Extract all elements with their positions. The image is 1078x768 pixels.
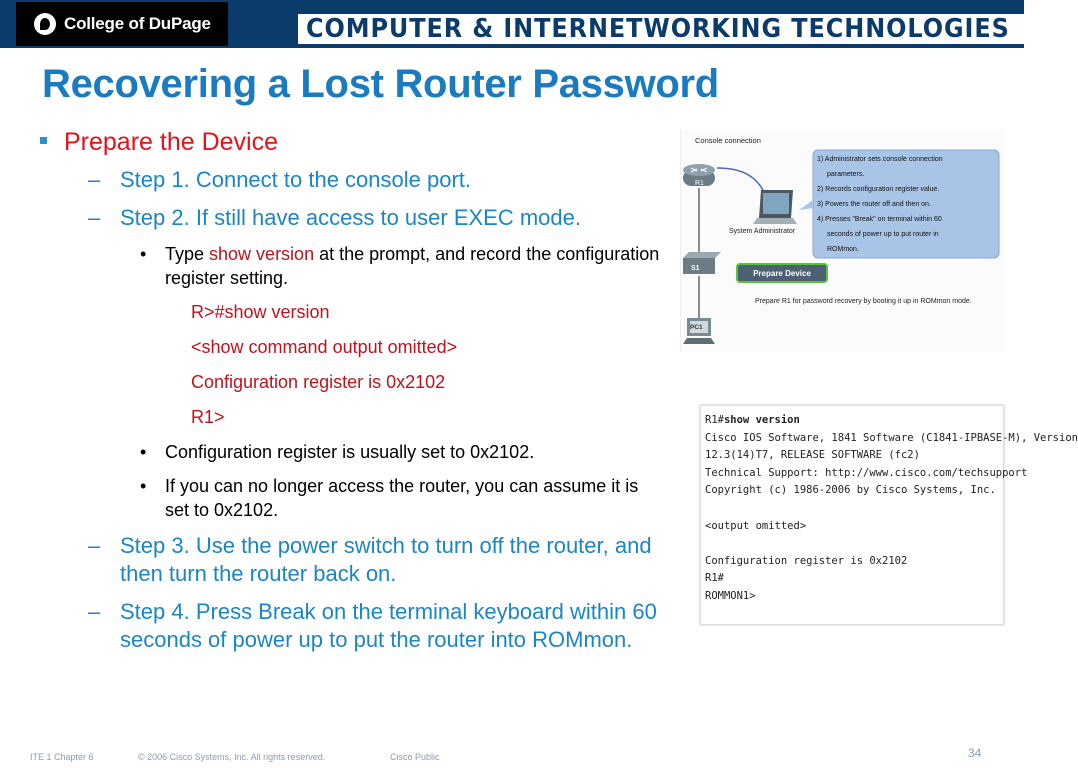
show-version-command: show version	[209, 244, 315, 264]
bullet-text: Prepare the Device	[64, 128, 279, 156]
sub-bullet-prefix: Type	[165, 244, 210, 264]
dupage-logo-icon	[34, 13, 56, 35]
page-number: 34	[968, 746, 982, 760]
switch-icon	[683, 252, 721, 274]
footer-copyright: © 2006 Cisco Systems, Inc. All rights reserved.	[138, 752, 326, 762]
sub-bullet-suffix: at the prompt, and record the configuration register setting.	[165, 244, 660, 288]
console-connection-label: Console connection	[695, 136, 761, 145]
header-bar	[0, 0, 1024, 48]
callout-line: parameters.	[827, 171, 865, 178]
dash-bullet: –	[88, 599, 101, 624]
laptop-icon	[753, 190, 797, 224]
terminal-line: Cisco IOS Software, 1841 Software (C1841-IPBASE-M), Version	[705, 431, 1078, 444]
pc-label: PC1	[690, 324, 703, 331]
footer-course: ITE 1 Chapter 6	[30, 752, 94, 762]
dash-bullet: –	[88, 167, 101, 192]
code-line: Configuration register is 0x2102	[191, 372, 446, 392]
terminal-line: <output omitted>	[705, 519, 807, 532]
terminal-line: 12.3(14)T7, RELEASE SOFTWARE (fc2)	[705, 449, 920, 462]
dot-bullet: •	[140, 442, 147, 462]
admin-label: System Administrator	[729, 228, 796, 235]
dash-bullet: –	[88, 205, 101, 230]
prepare-device-button[interactable]	[737, 264, 827, 282]
sub-bullet-text: If you can no longer access the router, you can assume it is set to 0x2102.	[165, 476, 639, 520]
callout-line: ROMmon.	[827, 246, 859, 253]
router-icon	[683, 164, 715, 187]
step-4-text: Step 4. Press Break on the terminal keyboard within 60 seconds of power up to put the router into ROMmon.	[120, 599, 657, 652]
sub-bullet-show-version	[36, 242, 666, 290]
sub-bullet-register-default	[36, 440, 666, 464]
code-line: R>#show version	[191, 302, 330, 322]
dot-bullet: •	[140, 244, 147, 264]
bullet-prepare-device	[36, 128, 666, 157]
switch-label: S1	[691, 265, 700, 272]
step-3-text: Step 3. Use the power switch to turn off the router, and then turn the router back on.	[120, 533, 652, 586]
router-label: R1	[695, 180, 704, 187]
terminal-output	[700, 405, 1078, 625]
prepare-device-label: Prepare Device	[753, 269, 811, 278]
callout-line: 3) Powers the router off and then on.	[817, 201, 931, 208]
terminal-command: show version	[723, 414, 800, 426]
pc-icon	[683, 318, 715, 344]
terminal-line: Copyright (c) 1986-2006 by Cisco Systems, Inc.	[705, 484, 996, 497]
step-3	[36, 532, 666, 588]
slide-body	[36, 128, 666, 664]
slide-title: Recovering a Lost Router Password	[42, 62, 719, 106]
banner-text: COMPUTER & INTERNETWORKING TECHNOLOGIES	[306, 14, 1010, 44]
code-line: <show command output omitted>	[191, 337, 458, 357]
terminal-line: R1#	[705, 572, 724, 585]
program-banner	[298, 14, 1024, 44]
dash-bullet: –	[88, 533, 101, 558]
college-logo	[16, 2, 228, 46]
dot-bullet: •	[140, 476, 147, 496]
footer-classification: Cisco Public	[390, 752, 440, 762]
terminal-line: Configuration register is 0x2102	[705, 554, 908, 567]
terminal-line	[705, 500, 1003, 518]
terminal-prompt: R1#	[705, 414, 724, 426]
callout-line: seconds of power up to put router in	[827, 231, 939, 238]
square-bullet-icon	[40, 137, 47, 144]
terminal-line	[705, 535, 1003, 553]
callout-box	[799, 150, 999, 258]
callout-line: 1) Administrator sets console connection	[817, 156, 943, 163]
callout-line: 4) Presses "Break" on terminal within 60	[817, 216, 942, 223]
code-line: R1>	[191, 407, 225, 427]
diagram-caption: Prepare R1 for password recovery by booting it up in ROMmon mode.	[755, 298, 972, 305]
diagram-svg	[681, 130, 1005, 352]
callout-line: 2) Records configuration register value.	[817, 186, 940, 193]
network-diagram	[680, 130, 1005, 352]
terminal-command-line	[705, 412, 1003, 430]
sub-bullet-no-access	[36, 474, 666, 522]
step-2	[36, 204, 666, 232]
step-4	[36, 598, 666, 654]
step-1	[36, 166, 666, 194]
terminal-line: ROMMON1>	[705, 589, 756, 602]
step-2-text: Step 2. If still have access to user EXEC mode.	[120, 205, 581, 230]
terminal-line: Technical Support: http://www.cisco.com/techsupport	[705, 466, 1028, 479]
step-1-text: Step 1. Connect to the console port.	[120, 167, 472, 192]
sub-bullet-text: Configuration register is usually set to 0x2102.	[165, 442, 535, 462]
logo-text: College of DuPage	[64, 14, 211, 33]
